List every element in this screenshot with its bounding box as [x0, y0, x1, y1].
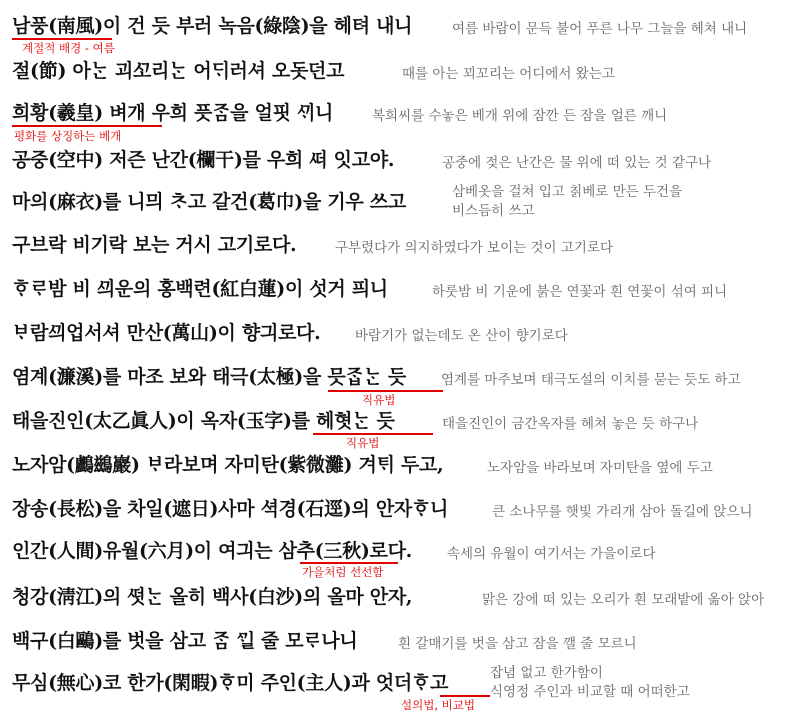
verse-original: 태을진인(太乙眞人)이 옥자(玉字)를 헤혓ᄂᆞᆫ 듯: [12, 410, 395, 432]
annotation-pillow-peace: 평화를 상징하는 베개: [14, 129, 122, 143]
verse-line: [0, 268, 793, 312]
annotation-rhetorical-comparison: 설의법, 비교법: [401, 698, 475, 712]
verse-line: [0, 444, 793, 488]
verse-translation: 태을진인이 금간옥자를 헤쳐 놓은 듯 하구나: [442, 416, 699, 432]
verse-translation: 흰 갈매기를 벗을 삼고 잠을 깰 줄 모르니: [398, 636, 637, 652]
verse-original: 희황(羲皇) 벼개 우희 픗ᄌᆞᆷ을 얼핏 ᄭᆡ니: [12, 102, 334, 124]
verse-line: [0, 576, 793, 620]
verse-line: [0, 488, 793, 532]
translation-line: 잡념 없고 한가함이: [490, 665, 603, 681]
verse-original: 무심(無心)코 한가(閑暇)ᄒᆞ미 주인(主人)과 엇더ᄒᆞ고: [12, 672, 449, 694]
verse-line: [0, 400, 793, 444]
verse-translation: 공중에 젖은 난간은 물 위에 떠 있는 것 같구나: [442, 155, 712, 171]
verse-translation: 복희씨를 수놓은 베개 위에 잠깐 든 잠을 얼른 깨니: [372, 108, 668, 124]
verse-original: 백구(白鷗)를 벗을 삼고 ᄌᆞᆷ ᄭᆡᆯ 줄 모ᄅᆞ나니: [12, 630, 358, 652]
verse-original: ᄇᆞ람ᄭᅴ업서셔 만산(萬山)이 향긔로다.: [12, 322, 321, 344]
verse-line: [0, 5, 793, 49]
verse-translation: 큰 소나무를 햇빛 가리개 삼아 돌길에 앉으니: [492, 504, 753, 520]
verse-line: [0, 662, 793, 706]
verse-original: 절(節) 아ᄂᆞᆫ 괴ᄭᅩ리ᄂᆞᆫ 어ᄃᆡ러셔 오돗던고: [12, 60, 345, 82]
verse-line: [0, 139, 793, 183]
verse-translation: 하룻밤 비 기운에 붉은 연꽃과 흰 연꽃이 섞여 피니: [432, 284, 728, 300]
annotation-season-summer: 계절적 배경 - 여름: [22, 41, 115, 55]
verse-translation: 바람기가 없는데도 온 산이 향기로다: [355, 328, 568, 344]
verse-translation: 염계를 마주보며 태극도설의 이치를 묻는 듯도 하고: [441, 372, 741, 388]
verse-original: 인간(人間)유월(六月)이 여긔는 삼추(三秋)로다.: [12, 540, 412, 562]
verse-original: 장송(長松)을 차일(遮日)사마 셕경(石逕)의 안자ᄒᆞ니: [12, 498, 449, 520]
verse-line: [0, 312, 793, 356]
verse-line: [0, 356, 793, 400]
verse-translation: 맑은 강에 떠 있는 오리가 흰 모래밭에 옮아 앉아: [482, 592, 765, 608]
annotation-simile: 직유법: [362, 393, 396, 407]
translation-line: 식영정 주인과 비교할 때 어떠한고: [490, 684, 690, 700]
annotation-simile: 직유법: [346, 436, 380, 450]
annotation-autumn-cool: 가을처럼 선선함: [302, 565, 384, 579]
verse-original: 구브락 비기락 보는 거시 고기로다.: [12, 234, 297, 256]
verse-translation: 여름 바람이 문득 불어 푸른 나무 그늘을 헤쳐 내니: [452, 21, 748, 37]
verse-translation: 때를 아는 꾀꼬리는 어디에서 왔는고: [402, 66, 615, 82]
verse-original: 염계(濂溪)를 마조 보와 태극(太極)을 믓ᄌᆞᆸᄂᆞᆫ 듯: [12, 366, 406, 388]
verse-translation: 구부렸다가 의지하였다가 보이는 것이 고기로다: [335, 240, 613, 256]
verse-original: 마의(麻衣)를 니믜 ᄎᆞ고 갈건(葛巾)을 기우 쓰고: [12, 191, 406, 213]
verse-original: ᄒᆞᄅᆞ밤 비 ᄭᅴ운의 홍백련(紅白蓮)이 섯거 픠니: [12, 278, 388, 300]
verse-original: 남풍(南風)이 건 듯 부러 녹음(綠陰)을 헤텨 내니: [12, 15, 413, 37]
verse-line: [0, 530, 793, 574]
translation-line: 비스듬히 쓰고: [452, 203, 535, 219]
translation-line: 삼베옷을 걸쳐 입고 칡베로 만든 두건을: [452, 184, 683, 200]
verse-translation: 노자암을 바라보며 자미탄을 옆에 두고: [487, 460, 713, 476]
verse-translation: [490, 664, 690, 702]
verse-translation: [452, 183, 682, 221]
verse-line: [0, 50, 793, 94]
verse-original: 청강(淸江)의 ᄯᅥᆺᄂᆞᆫ 올히 백사(白沙)의 올마 안자,: [12, 586, 413, 608]
verse-line: [0, 620, 793, 664]
verse-line: [0, 224, 793, 268]
verse-original: 노자암(鸕鷀巖) ᄇᆞ라보며 자미탄(紫微灘) 겨ᄐᆡ 두고,: [12, 454, 444, 476]
verse-line: [0, 181, 793, 225]
underline-marker: [12, 125, 162, 127]
verse-original: 공중(空中) 저즌 난간(欄干)믈 우희 ᄯᅥ 잇고야.: [12, 149, 395, 171]
verse-translation: 속세의 유월이 여기서는 가을이로다: [447, 546, 656, 562]
